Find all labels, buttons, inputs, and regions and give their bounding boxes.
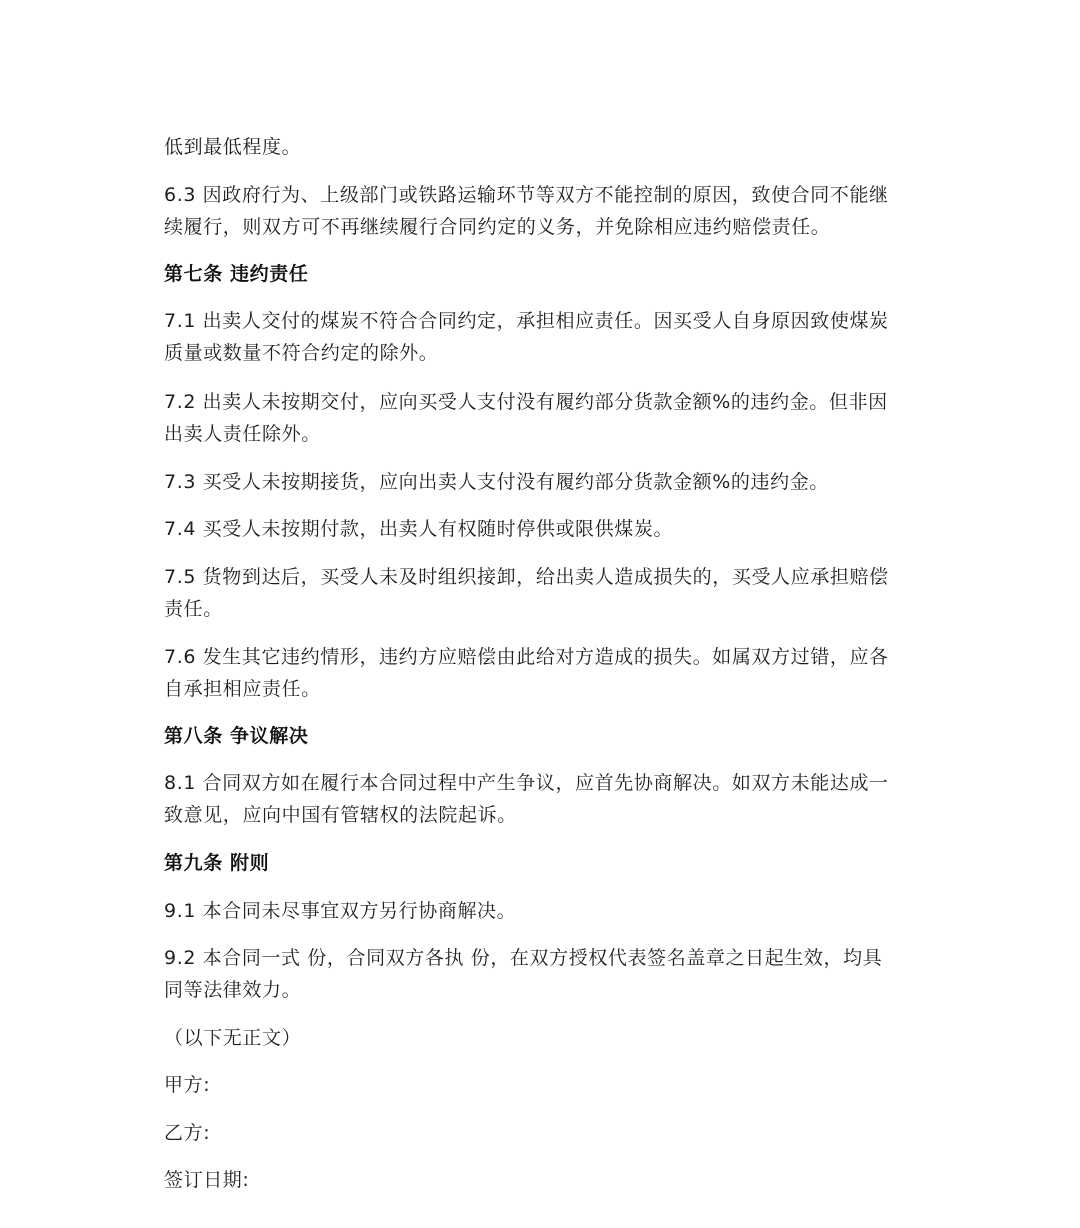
party-b-signature — [164, 1117, 904, 1149]
text-line: 6.3 因政府行为、上级部门或铁路运输环节等双方不能控制的原因，致使合同不能继 — [164, 184, 889, 206]
text-line: （以下无正文） — [164, 1027, 302, 1049]
text-line: 质量或数量不符合约定的除外。 — [164, 342, 439, 364]
text-line: 7.5 货物到达后，买受人未及时组织接卸，给出卖人造成损失的，买受人应承担赔偿 — [164, 566, 889, 588]
paragraph-7-5 — [164, 561, 904, 625]
section-heading: 第九条 附则 — [164, 852, 270, 874]
paragraph-7-6 — [164, 641, 904, 705]
signature-label: 乙方: — [164, 1122, 211, 1144]
paragraph-6-3 — [164, 179, 904, 243]
paragraph-7-1 — [164, 305, 904, 369]
paragraph-7-3 — [164, 466, 904, 498]
text-line: 9.1 本合同未尽事宜双方另行协商解决。 — [164, 900, 517, 922]
text-line: 出卖人责任除外。 — [164, 423, 321, 445]
paragraph-8-1 — [164, 767, 904, 831]
signature-label: 甲方: — [164, 1074, 211, 1096]
text-line: 7.4 买受人未按期付款，出卖人有权随时停供或限供煤炭。 — [164, 518, 674, 540]
text-line: 低到最低程度。 — [164, 136, 302, 158]
text-line: 自承担相应责任。 — [164, 678, 321, 700]
no-further-text-note — [164, 1022, 904, 1054]
text-line: 续履行，则双方可不再继续履行合同约定的义务，并免除相应违约赔偿责任。 — [164, 216, 831, 238]
signature-label: 签订日期: — [164, 1169, 250, 1191]
paragraph-6-2-end — [164, 131, 904, 163]
text-line: 7.3 买受人未按期接货，应向出卖人支付没有履约部分货款金额%的违约金。 — [164, 471, 829, 493]
text-line: 致意见，应向中国有管辖权的法院起诉。 — [164, 804, 517, 826]
signing-date — [164, 1164, 904, 1196]
text-line: 8.1 合同双方如在履行本合同过程中产生争议，应首先协商解决。如双方未能达成一 — [164, 772, 889, 794]
paragraph-7-2 — [164, 386, 904, 450]
text-line: 同等法律效力。 — [164, 979, 302, 1001]
heading-article-9 — [164, 847, 904, 879]
text-line: 9.2 本合同一式 份，合同双方各执 份，在双方授权代表签名盖章之日起生效，均具 — [164, 947, 883, 969]
paragraph-9-2 — [164, 942, 904, 1006]
text-line: 7.2 出卖人未按期交付，应向买受人支付没有履约部分货款金额%的违约金。但非因 — [164, 391, 888, 413]
text-line: 7.1 出卖人交付的煤炭不符合合同约定，承担相应责任。因买受人自身原因致使煤炭 — [164, 310, 889, 332]
paragraph-9-1 — [164, 895, 904, 927]
party-a-signature — [164, 1069, 904, 1101]
section-heading: 第八条 争议解决 — [164, 725, 309, 747]
section-heading: 第七条 违约责任 — [164, 263, 309, 285]
text-line: 责任。 — [164, 598, 223, 620]
heading-article-7 — [164, 258, 904, 290]
paragraph-7-4 — [164, 513, 904, 545]
text-line: 7.6 发生其它违约情形，违约方应赔偿由此给对方造成的损失。如属双方过错，应各 — [164, 646, 889, 668]
heading-article-8 — [164, 720, 904, 752]
